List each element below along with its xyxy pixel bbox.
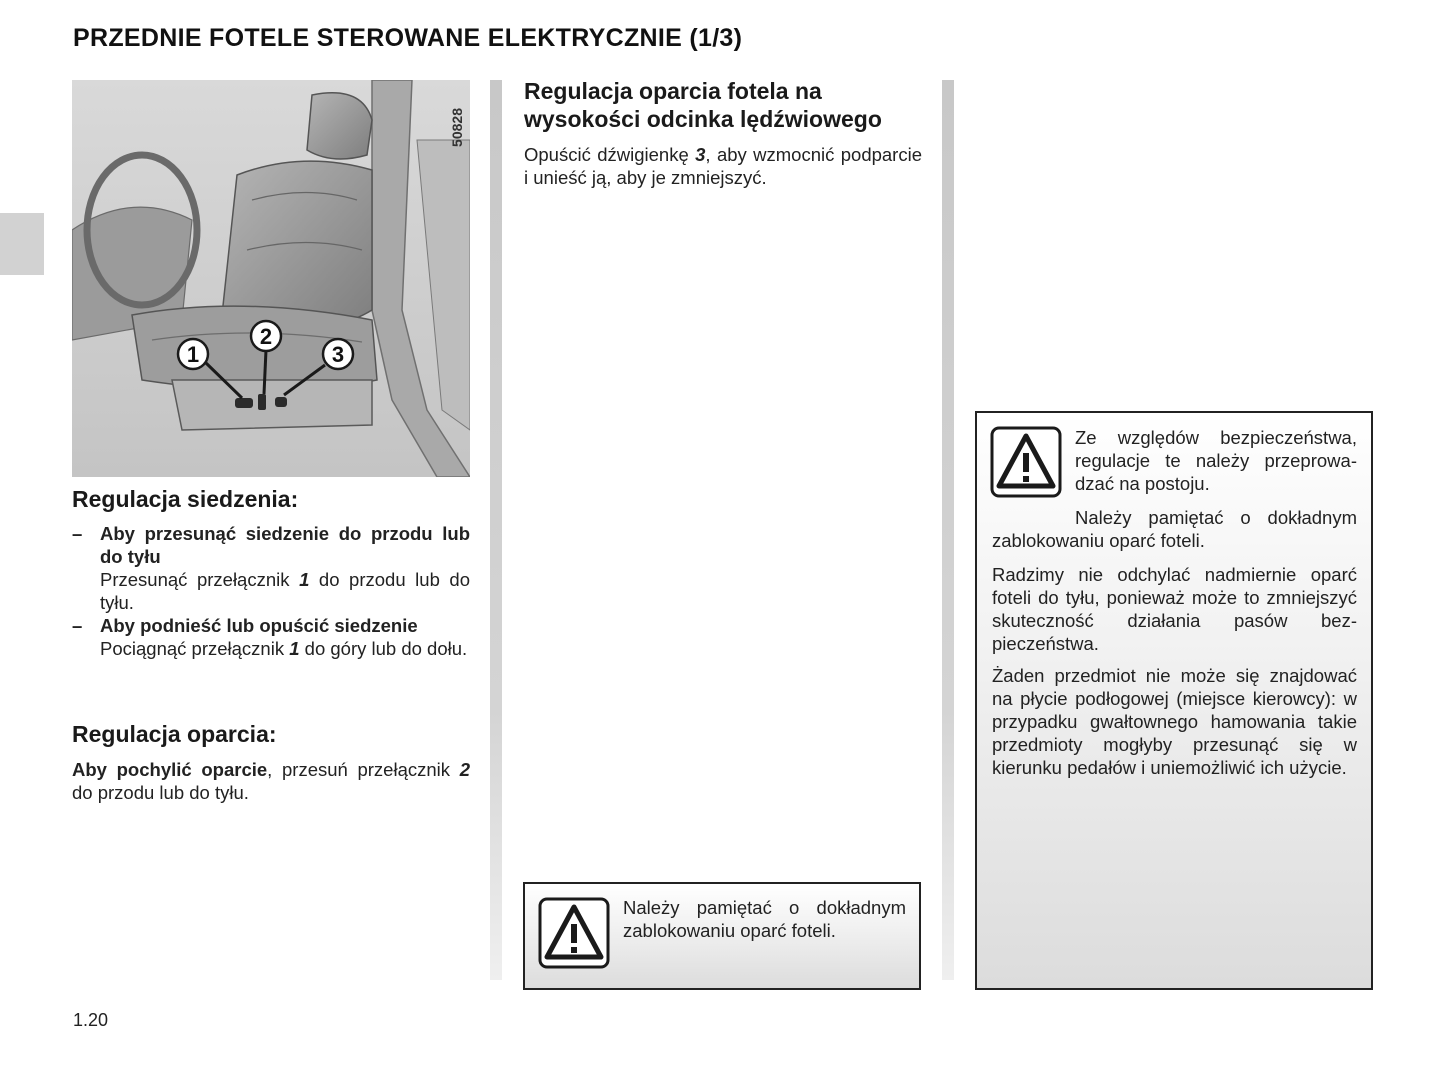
callout-1-label: 1 [186,342,200,367]
column-divider [490,80,502,980]
seat-adjustment-list [72,522,470,660]
warning-text: Należy pamiętać o dokładnym zablokowaniu oparć foteli. [623,897,906,941]
warning-paragraph: Ze względów bezpieczeństwa, regulacje te należy przeprowadzać na postoju. [1075,427,1357,494]
callout-3-label: 3 [331,342,345,367]
warning-box-large [975,411,1373,990]
warning-paragraph: Radzimy nie odchylać nadmiernie oparć foteli do tyłu, ponieważ może to zmniejszyć skuteczność działania pasów bezpieczeństwa. [992,564,1357,654]
lumbar-adjustment-text: Opuścić dźwigienkę 3, aby wzmocnić podparcie i unieść ją, aby je zmniejszyć. [524,144,922,188]
list-item-title: Aby przesunąć siedzenie do przodu lub do tyłu [100,523,470,567]
warning-triangle-icon [538,897,610,969]
list-item-title: Aby podnieść lub opuścić siedzenie [100,615,418,636]
backrest-adjustment-heading: Regulacja oparcia: [72,721,277,747]
warning-box-small [523,882,921,990]
callout-1 [178,339,208,369]
list-dash: – [72,523,83,544]
page-number: 1.20 [73,1010,109,1030]
lumbar-adjustment-heading: Regulacja oparcia fotela na wysokości odcinka lędźwiowego [524,78,882,132]
callout-2-label: 2 [259,324,273,349]
backrest-adjustment-text: Aby pochylić oparcie, przesuń przełącznik 2 do przodu lub do tyłu. [72,759,470,803]
seat-drawing [72,80,470,477]
list-dash: – [72,615,83,636]
page-title: PRZEDNIE FOTELE STEROWANE ELEKTRYCZNIE (1/3) [73,24,743,52]
warning-paragraph: Żaden przedmiot nie może się znajdować na płycie podłogowej (miejsce kierowcy): w przypadku gwałtownego hamowania takie przedmioty mogłyby przesunąć się w kierunku pedałów i uniemożliwić ich użycie. [992,665,1357,778]
warning-triangle-icon [990,426,1062,498]
warning-paragraph: Należy pamiętać o dokładnym zablokowaniu oparć foteli. [992,507,1357,551]
callout-3 [323,339,353,369]
seat-illustration [72,80,470,477]
image-code: 50828 [449,108,465,147]
list-item-text: Pociągnąć przełącznik 1 do góry lub do dołu. [100,638,468,659]
list-item [72,614,470,660]
column-divider [942,80,954,980]
seat-adjustment-heading: Regulacja siedzenia: [72,486,299,512]
list-item [72,522,470,614]
list-item-text: Przesunąć przełącznik 1 do przodu lub do tyłu. [100,569,470,613]
section-tab-marker [0,213,44,275]
callout-2 [251,321,281,351]
